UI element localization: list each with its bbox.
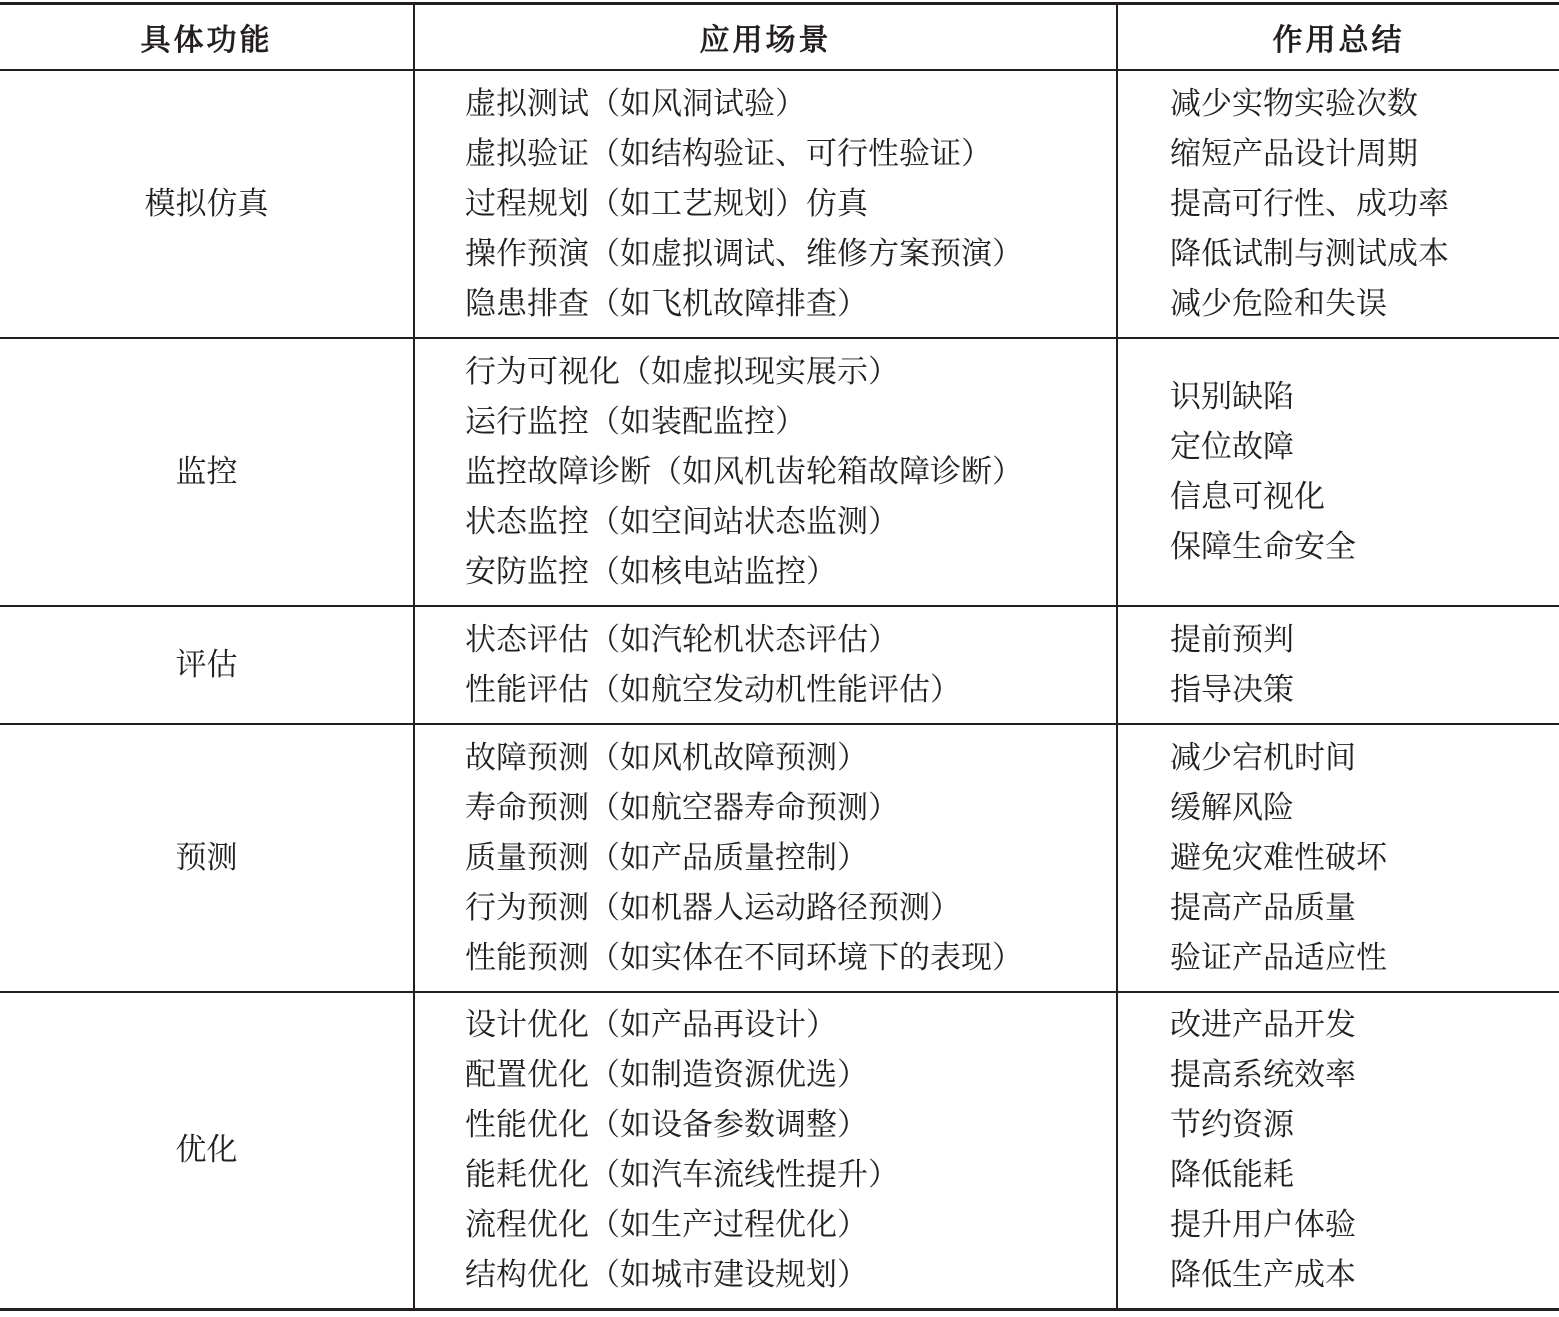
scenario-line: 运行监控（如装配监控）	[465, 403, 806, 440]
summary-cell	[1117, 338, 1559, 606]
function-cell: 优化	[0, 992, 414, 1310]
scenario-line: 行为预测（如机器人运动路径预测）	[465, 889, 961, 926]
summary-line: 减少危险和失误	[1170, 285, 1387, 322]
summary-cell	[1117, 992, 1559, 1310]
summary-line: 提高可行性、成功率	[1170, 185, 1449, 222]
scenario-line: 性能评估（如航空发动机性能评估）	[465, 671, 961, 708]
summary-line: 信息可视化	[1170, 478, 1325, 515]
scenario-line: 质量预测（如产品质量控制）	[465, 839, 868, 876]
summary-line: 提升用户体验	[1170, 1207, 1356, 1244]
summary-cell	[1117, 724, 1559, 992]
header-summary: 作用总结	[1117, 4, 1559, 70]
summary-line: 节约资源	[1170, 1107, 1294, 1144]
scenario-line: 安防监控（如核电站监控）	[465, 553, 837, 590]
function-cell: 预测	[0, 724, 414, 992]
summary-line: 指导决策	[1170, 671, 1294, 708]
summary-line: 降低生产成本	[1170, 1257, 1356, 1294]
scenario-line: 虚拟验证（如结构验证、可行性验证）	[465, 135, 992, 172]
scenario-cell	[414, 338, 1117, 606]
summary-line: 提高系统效率	[1170, 1057, 1356, 1094]
summary-line: 识别缺陷	[1170, 378, 1294, 415]
scenario-line: 性能预测（如实体在不同环境下的表现）	[465, 939, 1023, 976]
header-scenario: 应用场景	[414, 4, 1117, 70]
header-function: 具体功能	[0, 4, 414, 70]
table-row-monitoring	[0, 338, 1559, 606]
table-body	[0, 70, 1559, 1310]
summary-line: 缓解风险	[1170, 789, 1294, 826]
scenario-line: 流程优化（如生产过程优化）	[465, 1207, 868, 1244]
summary-cell	[1117, 70, 1559, 338]
function-cell: 评估	[0, 606, 414, 724]
table-row-simulation	[0, 70, 1559, 338]
function-cell: 监控	[0, 338, 414, 606]
scenario-line: 行为可视化（如虚拟现实展示）	[465, 353, 899, 390]
scenario-line: 操作预演（如虚拟调试、维修方案预演）	[465, 235, 1023, 272]
summary-line: 缩短产品设计周期	[1170, 135, 1418, 172]
table-row-prediction	[0, 724, 1559, 992]
scenario-line: 隐患排查（如飞机故障排查）	[465, 285, 868, 322]
scenario-line: 能耗优化（如汽车流线性提升）	[465, 1157, 899, 1194]
scenario-line: 寿命预测（如航空器寿命预测）	[465, 789, 899, 826]
summary-line: 保障生命安全	[1170, 528, 1356, 565]
summary-line: 降低能耗	[1170, 1157, 1294, 1194]
function-table	[0, 2, 1559, 1311]
scenario-line: 性能优化（如设备参数调整）	[465, 1107, 868, 1144]
scenario-cell	[414, 70, 1117, 338]
summary-line: 提高产品质量	[1170, 889, 1356, 926]
scenario-line: 过程规划（如工艺规划）仿真	[465, 185, 868, 222]
summary-line: 减少实物实验次数	[1170, 85, 1418, 122]
summary-line: 降低试制与测试成本	[1170, 235, 1449, 272]
summary-line: 提前预判	[1170, 621, 1294, 658]
scenario-cell	[414, 606, 1117, 724]
scenario-line: 故障预测（如风机故障预测）	[465, 739, 868, 776]
summary-cell	[1117, 606, 1559, 724]
scenario-cell	[414, 992, 1117, 1310]
summary-line: 改进产品开发	[1170, 1007, 1356, 1044]
table-row-optimization	[0, 992, 1559, 1310]
scenario-line: 虚拟测试（如风洞试验）	[465, 85, 806, 122]
summary-line: 减少宕机时间	[1170, 739, 1356, 776]
scenario-line: 监控故障诊断（如风机齿轮箱故障诊断）	[465, 453, 1023, 490]
function-cell: 模拟仿真	[0, 70, 414, 338]
header-row	[0, 4, 1559, 70]
scenario-line: 配置优化（如制造资源优选）	[465, 1057, 868, 1094]
scenario-cell	[414, 724, 1117, 992]
summary-line: 定位故障	[1170, 428, 1294, 465]
summary-line: 避免灾难性破坏	[1170, 839, 1387, 876]
scenario-line: 状态评估（如汽轮机状态评估）	[465, 621, 899, 658]
summary-line: 验证产品适应性	[1170, 939, 1387, 976]
table-header	[0, 4, 1559, 70]
table-row-assessment	[0, 606, 1559, 724]
scenario-line: 设计优化（如产品再设计）	[465, 1007, 837, 1044]
scenario-line: 状态监控（如空间站状态监测）	[465, 503, 899, 540]
scenario-line: 结构优化（如城市建设规划）	[465, 1257, 868, 1294]
